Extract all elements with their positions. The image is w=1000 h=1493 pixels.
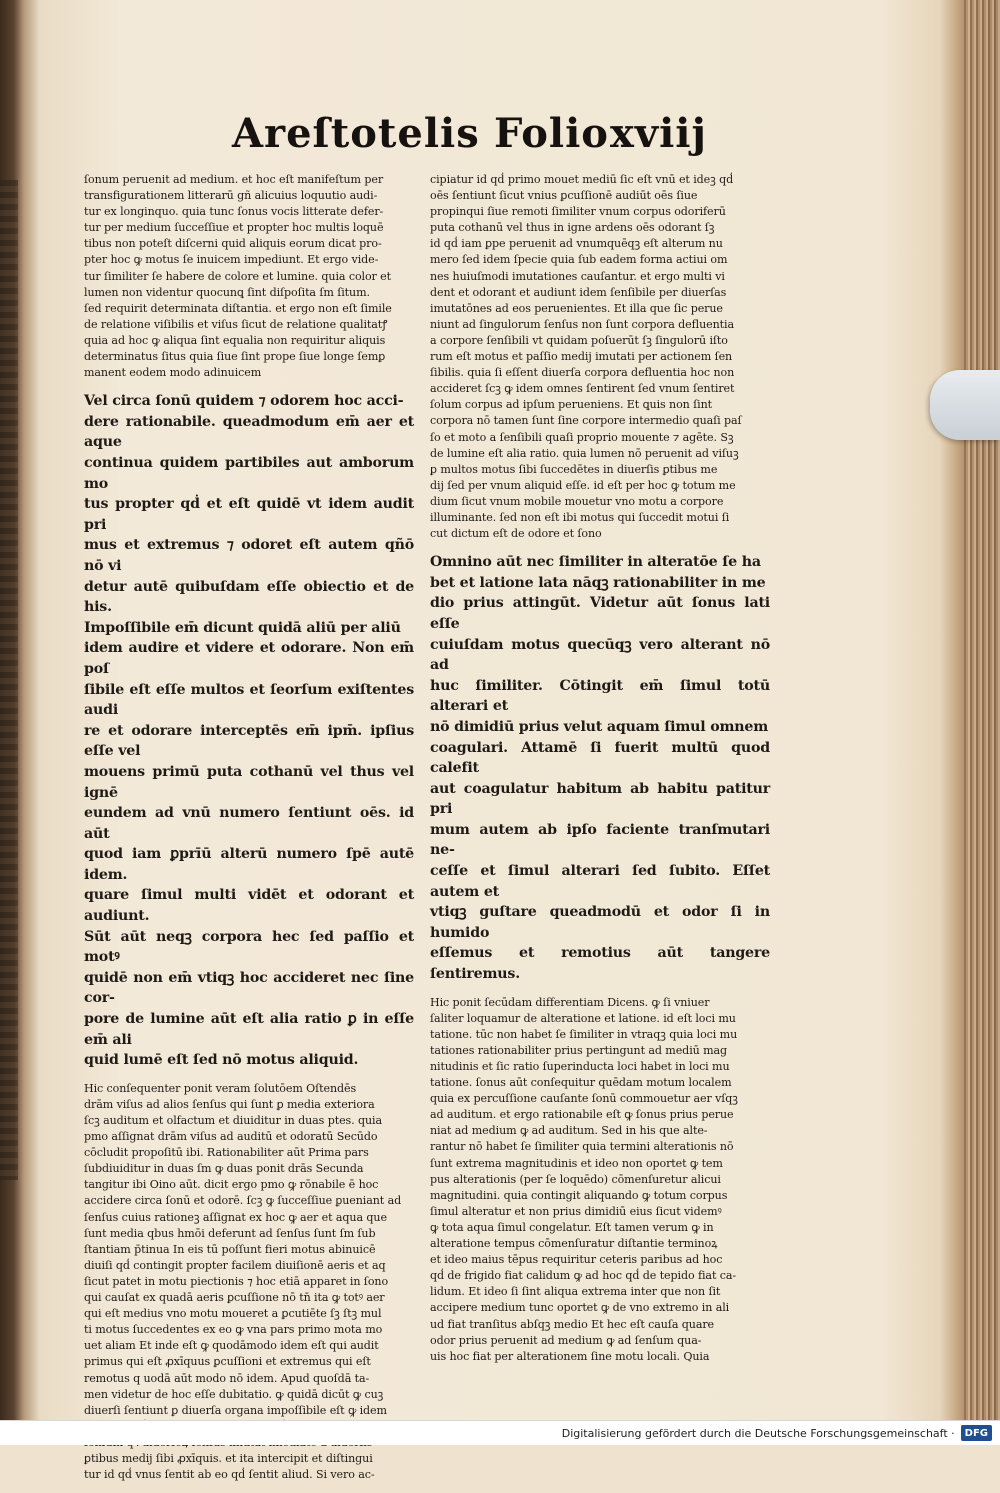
page-edges [964, 0, 1000, 1420]
adjacent-page-gutter [0, 180, 18, 1180]
running-header [0, 110, 1000, 170]
right-column [430, 172, 770, 1375]
bookmark-tab [930, 370, 1000, 440]
header-folio-label: Folio [494, 110, 609, 157]
text-block: Hic conſequenter ponit veram ſolutōem Oſtendēs drām viſus ad alios ſenſus qui ſunt ꝑ media exteriora ſcꝫ auditum et olfactum et diuiditur in duas ptes. quia pmo aſſignat drām viſus ad auditū et odoratū Secūdo cōcludit propoſitū ibi. Rationabiliter aūt Prima pars ſubdiuiditur in duas ſm ꝙ duas ponit drās Secunda tangitur ibi Oino aūt. dicit ergo pmo ꝙ rōnabile ē hoc accidere circa ſonū et odorē. ſcꝫ ꝙ ſucceſſiue ꝑueniant ad ſenſus cuius rationeꝫ aſſignat ex hoc ꝙ aer et aqua que ſunt media qbus hmōi deferunt ad ſenſus ſunt ſm ſub ſtantiam p̄tinua In eis tū poſſunt fieri motus abinuicē diuiſi qḋ contingit propter facilem diuiſionē aeris et aq ſicut patet in motu piectionis ⁊ hoc etiā apparet in ſono qui cauſat ex quadā aeris ꝑcuſſione nō tn̄ ita ꝙ totꝰ aer qui eſt medius vno motu moueret a ꝑcutiēte ſꝫ ſtꝫ mul ti motus ſuccedentes ex eo ꝙ vna pars primo mota mo uet aliam Et inde eſt ꝙ quodāmodo idem eſt qui audit primus qui eſt ꝓxīquus ꝑcuſſioni et extremus qui eſt remotus q uodā aūt modo nō idem. Apud quoſdā ta- men videtur de hoc eſſe dubitatio. ꝙ quidā dicūt ꝙ cuꝫ diuerſi ſentiunt ꝑ diuerſa organa impoſſibile eſt ꝙ idem ꝑtibus medij ſibi ꝓxīquis. et ita intercipit et diſtingui tur id qḋ vnus ſentit ab eo qḋ ſentit aliud. Si vero ac- [84, 1081, 402, 1482]
text-block: Vel circa ſonū quidem ⁊ odorem hoc acci- dere rationabile. queadmodum em̄ aer et aque continua quidem partibiles aut amborum mo tus propter qḋ et eſt quidē vt idem audit pri mus et extremus ⁊ odoret eſt autem qñō nō vi detur autē quibuſdam eſſe obiectio et de his. Impoſſibile em̄ dicunt quidā aliū per aliū idem audire et videre et odorare. Non em̄ poſ ſibile eſt eſſe multos et ſeorſum exiſtentes audi re et odorare interceptēs em̄ ipm̄. ipſius eſſe vel mouens primū puta cothanū vel thus vel ignē eundem ad vnū numero ſentiunt oēs. id aūt quod iam ꝑprīū alterū numero ſpē autē idem. quare ſimul multi vidēt et odorant et audiunt. Sūt aūt neqꝫ corpora hec ſed paſſio et motꝰ quidē non em̄ vtiqꝫ hoc accideret nec ſine cor- pore de lumine aūt eſt alia ratio ꝑ in eſſe em̄ ali quid lumē eſt ſed nō motus aliquid. [84, 393, 414, 1069]
text-block: cipiatur id qḋ primo mouet mediū ſic eſt vnū et ideꝫ qḋ oēs ſentiunt ſicut vnius ꝑcuſſionē audiūt oēs ſiue propinqui ſiue remoti ſimiliter vnum corpus odoriferū puta cothanū vel thus in igne ardens oēs odorant ſꝫ id qḋ iam ꝑpe peruenit ad vnumquēqꝫ eſt alterum nu mero ſed idem ſpecie quia ſub eadem forma actiui om nes huiuſmodi imutationes cauſantur. et ergo multi vi dent et odorant et audiunt idem ſenſibile per diuerſas imutatōnes ad eos peruenientes. Et illa que ſic perue niunt ad ſingulorum ſenſus non ſunt corpora defluentia a corpore ſenſibili vt quidam poſuerūt ſꝫ ſingulorū iſto rum eſt motus et paſſio medij imutati per actionem ſen ſibilis. quia ſi eſſent diuerſa corpora defluentia hoc non accideret ſcꝫ ꝙ idem omnes ſentirent ſed vnum ſentiret ſolum corpus ad ipſum perueniens. Et ꝗuis non ſint corpora nō tamen ſunt ſine corpore intermedio quaſi paſ ſo et moto a ſenſibili quaſi proprio mouente ⁊ agēte. Sꝫ de lumine eſt alia ratio. quia lumen nō peruenit ad viſuꝫ ꝑ multos motus ſibi ſuccedētes in diuerſis ꝑtibus me dij ſed per vnum aliquid eſſe. id eſt per hoc ꝙ totum me dium ſicut vnum mobile mouetur vno motu a corpore illuminante. ſed non eſt ibi motus qui ſuccedit motui ſi cut dictum eſt de odore et ſono [430, 173, 742, 541]
text-block: ſonum peruenit ad medium. et hoc eſt manifeſtum per transfigurationem litterarū gñ alicuius loquutio audi- tur ex longinquo. quia tunc ſonus vocis litterate defer- tur per medium ſucceſſiue et propter hoc multis loquē tibus non poteſt diſcerni quid aliquis eorum dicat pro- pter hoc ꝙ motus ſe inuicem impediunt. Et ergo vide- tur ſimiliter ſe habere de colore et lumine. quia color et lumen non videntur quocunꝗ ſint diſpoſita ſm ſitum. ſed requirit determinata diſtantia. et ergo non eſt ſimile de relatione viſibilis et viſus ſicut de relatione qualitatꝭ quia ad hoc ꝙ aliqua ſint equalia non requiritur aliquis determinatus ſitus quia ſiue ſint prope ſiue longe ſemꝑ manent eodem modo adinuicem [84, 173, 392, 380]
text-block: Omnino aūt nec ſimiliter in alteratōe ſe ha bet et latione lata nāqꝫ rationabiliter in me dio prius attingūt. Videtur aūt ſonus lati eſſe cuiuſdam motus quecūqꝫ vero alterant nō ad huc ſimiliter. Cōtingit em̄ ſimul totū alterari et nō dimidiū prius velut aquam ſimul omnem coagulari. Attamē ſi fuerit multū quod calefit aut coagulatur habitum ab habitu patitur pri mum autem ab ipſo faciente tranſmutari ne- ceſſe et ſimul alterari ſed ſubito. Eſſet autem et vtiqꝫ guſtare queadmodū et odor ſi in humido eſſemus et remotius aūt tangere ſentiremus. [430, 554, 770, 983]
text-block: Hic ponit ſecūdam differentiam Dicens. ꝙ ſi vniuer ſaliter loquamur de alteratione et latione. id eſt loci mu tatione. tūc non habet ſe ſimiliter in vtraqꝫ quia loci mu tationes rationabiliter prius pertingunt ad mediū mag nitudinis et ſic ratio ſuperinducta loci habet in loci mu tatione. ſonus aūt conſequitur quēdam motum localem quia ex percuſſione cauſante ſonū commouetur aer vſqꝫ ad auditum. et ergo rationabile eſt ꝙ ſonus prius perue niat ad medium ꝙ ad auditum. Sed in his que alte- rantur nō habet ſe ſimiliter quia termini alterationis nō ſunt extrema magnitudinis et ideo non oportet ꝙ tem pus alterationis (per ſe loquēdo) cōmenſuretur alicui magnitudini. quia contingit aliquando ꝙ totum corpus ſimul alteratur et non prius dimidiū eius ſicut videmꝰ ꝙ tota aqua ſimul congelatur. Eſt tamen verum ꝙ in alteratione tempus cōmenſuratur diſtantie terminoꝝ et ideo maius tēpus requiritur ceteris paribus ad hoc qḋ de frigido fiat calidum ꝙ ad hoc qḋ de tepido fiat ca- lidum. Et ideo ſi ſint aliqua extrema inter que non ſit accipere medium tunc oportet ꝙ de vno extremo in ali ud fiat tranſitus abſqꝫ medio Et hec eſt cauſa quare odor prius peruenit ad medium ꝙ ad ſenſum qua- uis hoc fiat per alterationem ſine motu locali. Quia [430, 995, 738, 1363]
left-column [84, 172, 414, 1493]
header-folio-number: xviij [610, 110, 707, 157]
funding-text: Digitalisierung gefördert durch die Deutsche Forschungsgemeinschaft · [561, 1426, 955, 1440]
funding-footer [0, 1420, 1000, 1445]
dfg-logo[interactable]: DFG [961, 1425, 992, 1441]
header-author: Areſtotelis [232, 110, 480, 157]
